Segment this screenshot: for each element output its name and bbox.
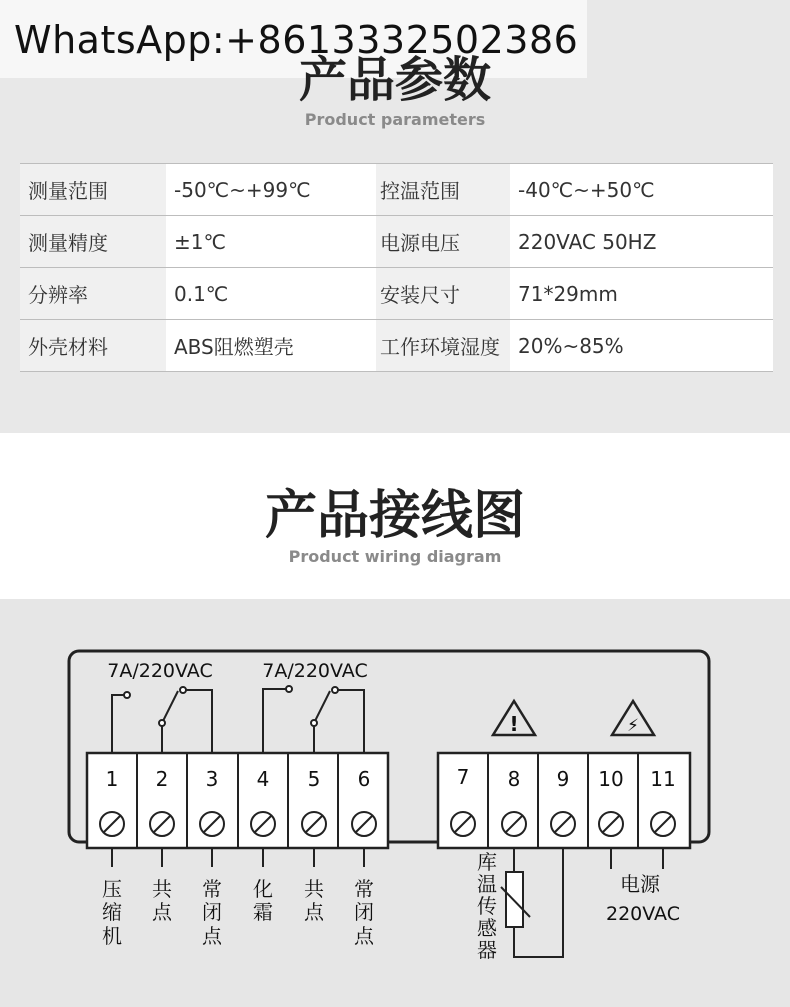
- power-label: 电源: [620, 872, 660, 896]
- terminal-number: 9: [556, 767, 570, 791]
- param-key: 电源电压: [376, 216, 510, 268]
- label-char: 缩: [102, 900, 122, 924]
- label-char: 共: [304, 877, 324, 901]
- label-char: 常: [202, 877, 222, 901]
- terminal-block-left: [87, 753, 388, 848]
- param-key: 安装尺寸: [376, 268, 510, 320]
- param-value: -50℃~+99℃: [166, 164, 376, 216]
- label-char: 常: [354, 877, 374, 901]
- param-value: 220VAC 50HZ: [510, 216, 773, 268]
- label-char: 温: [477, 872, 497, 896]
- label-char: 感: [477, 916, 497, 940]
- wiring-title: 产品接线图: [264, 486, 525, 546]
- wiring-diagram: [0, 599, 790, 1007]
- label-char: 器: [477, 938, 497, 962]
- wiring-subtitle: Product wiring diagram: [288, 547, 502, 566]
- params-table: [20, 163, 773, 372]
- param-key: 外壳材料: [20, 320, 166, 372]
- param-value: ±1℃: [166, 216, 376, 268]
- param-key: 分辨率: [20, 268, 166, 320]
- relay-2-contacts: [263, 686, 364, 753]
- label-char: 点: [202, 924, 222, 948]
- svg-text:!: !: [509, 712, 519, 736]
- terminal-number: 10: [598, 767, 624, 791]
- label-char: 闭: [354, 900, 374, 924]
- param-value: 71*29mm: [510, 268, 773, 320]
- label-char: 点: [152, 900, 172, 924]
- label-char: 闭: [202, 900, 222, 924]
- param-value: 20%~85%: [510, 320, 773, 372]
- svg-text:⚡: ⚡: [627, 716, 639, 736]
- terminal-number: 5: [307, 767, 321, 791]
- table-row: [20, 268, 773, 320]
- table-row: [20, 216, 773, 268]
- table-row: [20, 164, 773, 216]
- param-value: ABS阻燃塑壳: [166, 320, 376, 372]
- terminal-number: 1: [105, 767, 119, 791]
- sensor-circuit: [501, 848, 563, 957]
- terminal-number: 6: [357, 767, 371, 791]
- high-voltage-icon: [612, 701, 654, 736]
- label-char: 化: [253, 877, 273, 901]
- label-char: 点: [354, 924, 374, 948]
- params-subtitle: Product parameters: [304, 110, 486, 129]
- terminal-number: 4: [256, 767, 270, 791]
- label-char: 共: [152, 877, 172, 901]
- label-char: 霜: [253, 900, 273, 924]
- label-char: 点: [304, 900, 324, 924]
- warning-icon: [493, 701, 535, 736]
- terminal-number: 8: [507, 767, 521, 791]
- whatsapp-watermark: WhatsApp:+8613332502386: [0, 0, 587, 78]
- param-value: 0.1℃: [166, 268, 376, 320]
- param-key: 测量范围: [20, 164, 166, 216]
- terminal-leads: [112, 848, 663, 869]
- table-row: [20, 320, 773, 372]
- label-char: 压: [102, 877, 122, 901]
- relay-rating-1: 7A/220VAC: [107, 660, 213, 682]
- power-voltage-label: 220VAC: [606, 903, 680, 925]
- label-char: 库: [477, 850, 497, 874]
- param-key: 工作环境湿度: [376, 320, 510, 372]
- param-key: 测量精度: [20, 216, 166, 268]
- param-key: 控温范围: [376, 164, 510, 216]
- terminal-number: 7: [456, 765, 470, 789]
- label-char: 传: [477, 894, 497, 918]
- terminal-number: 11: [650, 767, 676, 791]
- relay-1-contacts: [112, 687, 212, 753]
- param-value: -40℃~+50℃: [510, 164, 773, 216]
- terminal-number: 3: [205, 767, 219, 791]
- label-char: 机: [102, 924, 122, 948]
- terminal-labels: [102, 850, 680, 962]
- relay-rating-2: 7A/220VAC: [262, 660, 368, 682]
- params-title: 产品参数: [298, 52, 491, 106]
- terminal-number: 2: [155, 767, 169, 791]
